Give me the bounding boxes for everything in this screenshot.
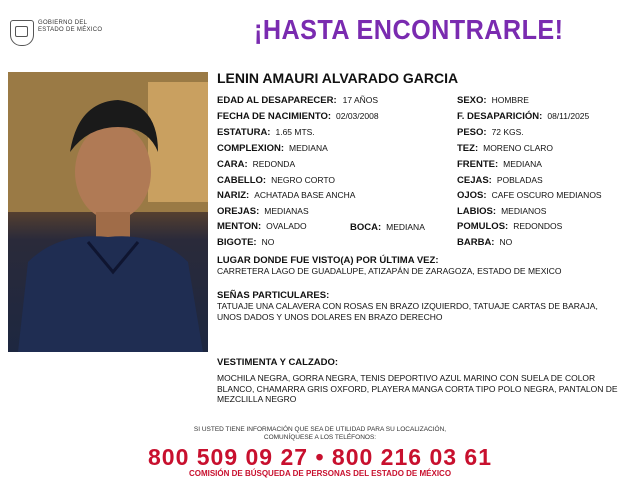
field-value: HOMBRE xyxy=(491,95,529,105)
field-label: LABIOS: xyxy=(457,206,497,217)
field-value: CAFE OSCURO MEDIANOS xyxy=(491,190,602,200)
field-label: EDAD AL DESAPARECER: xyxy=(217,95,337,106)
field-label: MENTON: xyxy=(217,221,262,232)
info-text xyxy=(0,426,640,442)
field-label: FECHA DE NACIMIENTO: xyxy=(217,111,331,122)
field-frente xyxy=(457,159,542,170)
field-label: NARIZ: xyxy=(217,190,250,201)
field-value: 1.65 MTS. xyxy=(275,127,315,137)
field-label: CABELLO: xyxy=(217,175,267,186)
field-label: POMULOS: xyxy=(457,221,509,232)
field-complexion xyxy=(217,143,328,154)
field-value: MEDIANOS xyxy=(501,206,547,216)
last-seen-heading: LUGAR DONDE FUE VISTO(A) POR ÚLTIMA VEZ: xyxy=(217,255,439,266)
field-value: POBLADAS xyxy=(496,175,543,185)
page-title: ¡HASTA ENCONTRARLE! xyxy=(254,14,564,45)
field-nariz xyxy=(217,190,355,201)
field-label: FRENTE: xyxy=(457,159,499,170)
field-orejas xyxy=(217,206,309,217)
field-sexo xyxy=(457,95,529,106)
field-tez xyxy=(457,143,553,154)
field-label: CEJAS: xyxy=(457,175,492,186)
info-line-2: COMUNÍQUESE A LOS TELÉFONOS: xyxy=(263,434,377,441)
portrait-illustration xyxy=(8,72,208,352)
field-value: REDONDOS xyxy=(513,221,563,231)
field-label: F. DESAPARICIÓN: xyxy=(457,111,543,122)
field-label: CARA: xyxy=(217,159,248,170)
government-label xyxy=(38,20,102,34)
last-seen-text: CARRETERA LAGO DE GUADALUPE, ATIZAPÁN DE ZARAGOZA, ESTADO DE MEXICO xyxy=(217,266,562,276)
marks-text: TATUAJE UNA CALAVERA CON ROSAS EN BRAZO IZQUIERDO, TATUAJE CARTAS DE BARAJA, UNOS DADOS Y UNOS DOLARES EN BRAZO DERECHO xyxy=(217,301,598,322)
field-fecha-desaparicion xyxy=(457,111,589,122)
field-label: COMPLEXION: xyxy=(217,143,285,154)
field-value: OVALADO xyxy=(266,221,307,231)
field-peso xyxy=(457,127,524,138)
field-cara xyxy=(217,159,295,170)
field-value: NO xyxy=(261,237,275,247)
field-label: TEZ: xyxy=(457,143,479,154)
field-value: MEDIANA xyxy=(289,143,328,153)
field-label: ESTATURA: xyxy=(217,127,271,138)
field-bigote xyxy=(217,237,274,248)
field-cabello xyxy=(217,175,335,186)
field-value: REDONDA xyxy=(252,159,296,169)
field-label: OJOS: xyxy=(457,190,487,201)
info-line-1: SI USTED TIENE INFORMACIÓN QUE SEA DE UTILIDAD PARA SU LOCALIZACIÓN, xyxy=(193,426,447,433)
field-value: MEDIANAS xyxy=(264,206,309,216)
marks-heading: SEÑAS PARTICULARES: xyxy=(217,290,330,301)
field-cejas xyxy=(457,175,543,186)
gov-line-1: GOBIERNO DEL xyxy=(38,20,88,26)
state-seal-icon xyxy=(10,20,34,46)
clothing-heading: VESTIMENTA Y CALZADO: xyxy=(217,357,339,368)
phone-separator: • xyxy=(315,444,325,470)
government-logo xyxy=(10,20,102,46)
field-value: MEDIANA xyxy=(503,159,542,169)
field-value: 08/11/2025 xyxy=(547,111,590,121)
field-value: ACHATADA BASE ANCHA xyxy=(254,190,356,200)
clothing-text: MOCHILA NEGRA, GORRA NEGRA, TENIS DEPORTIVO AZUL MARINO CON SUELA DE COLOR BLANCO, CHAMARRA GRIS OXFORD, PLAYERA MANGA CORTA TIPO POLO NEGRA, PANTALON DE MEZCLILLA NEGRO xyxy=(217,373,618,404)
field-value: NO xyxy=(499,237,513,247)
field-label: SEXO: xyxy=(457,95,487,106)
field-value: 72 KGS. xyxy=(491,127,524,137)
field-pomulos xyxy=(457,221,562,232)
field-barba xyxy=(457,237,512,248)
person-photo xyxy=(8,72,208,352)
field-label: BOCA: xyxy=(350,222,382,233)
field-estatura xyxy=(217,127,315,138)
field-fecha-nacimiento xyxy=(217,111,379,122)
field-value: 17 AÑOS xyxy=(342,95,379,105)
person-name: LENIN AMAURI ALVARADO GARCIA xyxy=(217,70,459,86)
commission-name: COMISIÓN DE BÚSQUEDA DE PERSONAS DEL ESTADO DE MÉXICO xyxy=(188,469,452,478)
field-label: PESO: xyxy=(457,127,487,138)
field-menton xyxy=(217,221,307,232)
field-value: NEGRO CORTO xyxy=(271,175,335,185)
field-ojos xyxy=(457,190,602,201)
field-label: BIGOTE: xyxy=(217,237,257,248)
field-labios xyxy=(457,206,546,217)
field-label: BARBA: xyxy=(457,237,495,248)
field-value: MEDIANA xyxy=(386,222,425,232)
phone-1[interactable]: 800 509 09 27 xyxy=(147,444,309,470)
field-value: MORENO CLARO xyxy=(483,143,554,153)
phone-2[interactable]: 800 216 03 61 xyxy=(331,444,493,470)
field-label: OREJAS: xyxy=(217,206,260,217)
field-boca xyxy=(350,222,425,233)
field-edad xyxy=(217,95,378,106)
field-value: 02/03/2008 xyxy=(336,111,379,121)
phone-numbers xyxy=(0,444,640,471)
gov-line-2: ESTADO DE MÉXICO xyxy=(38,27,103,33)
